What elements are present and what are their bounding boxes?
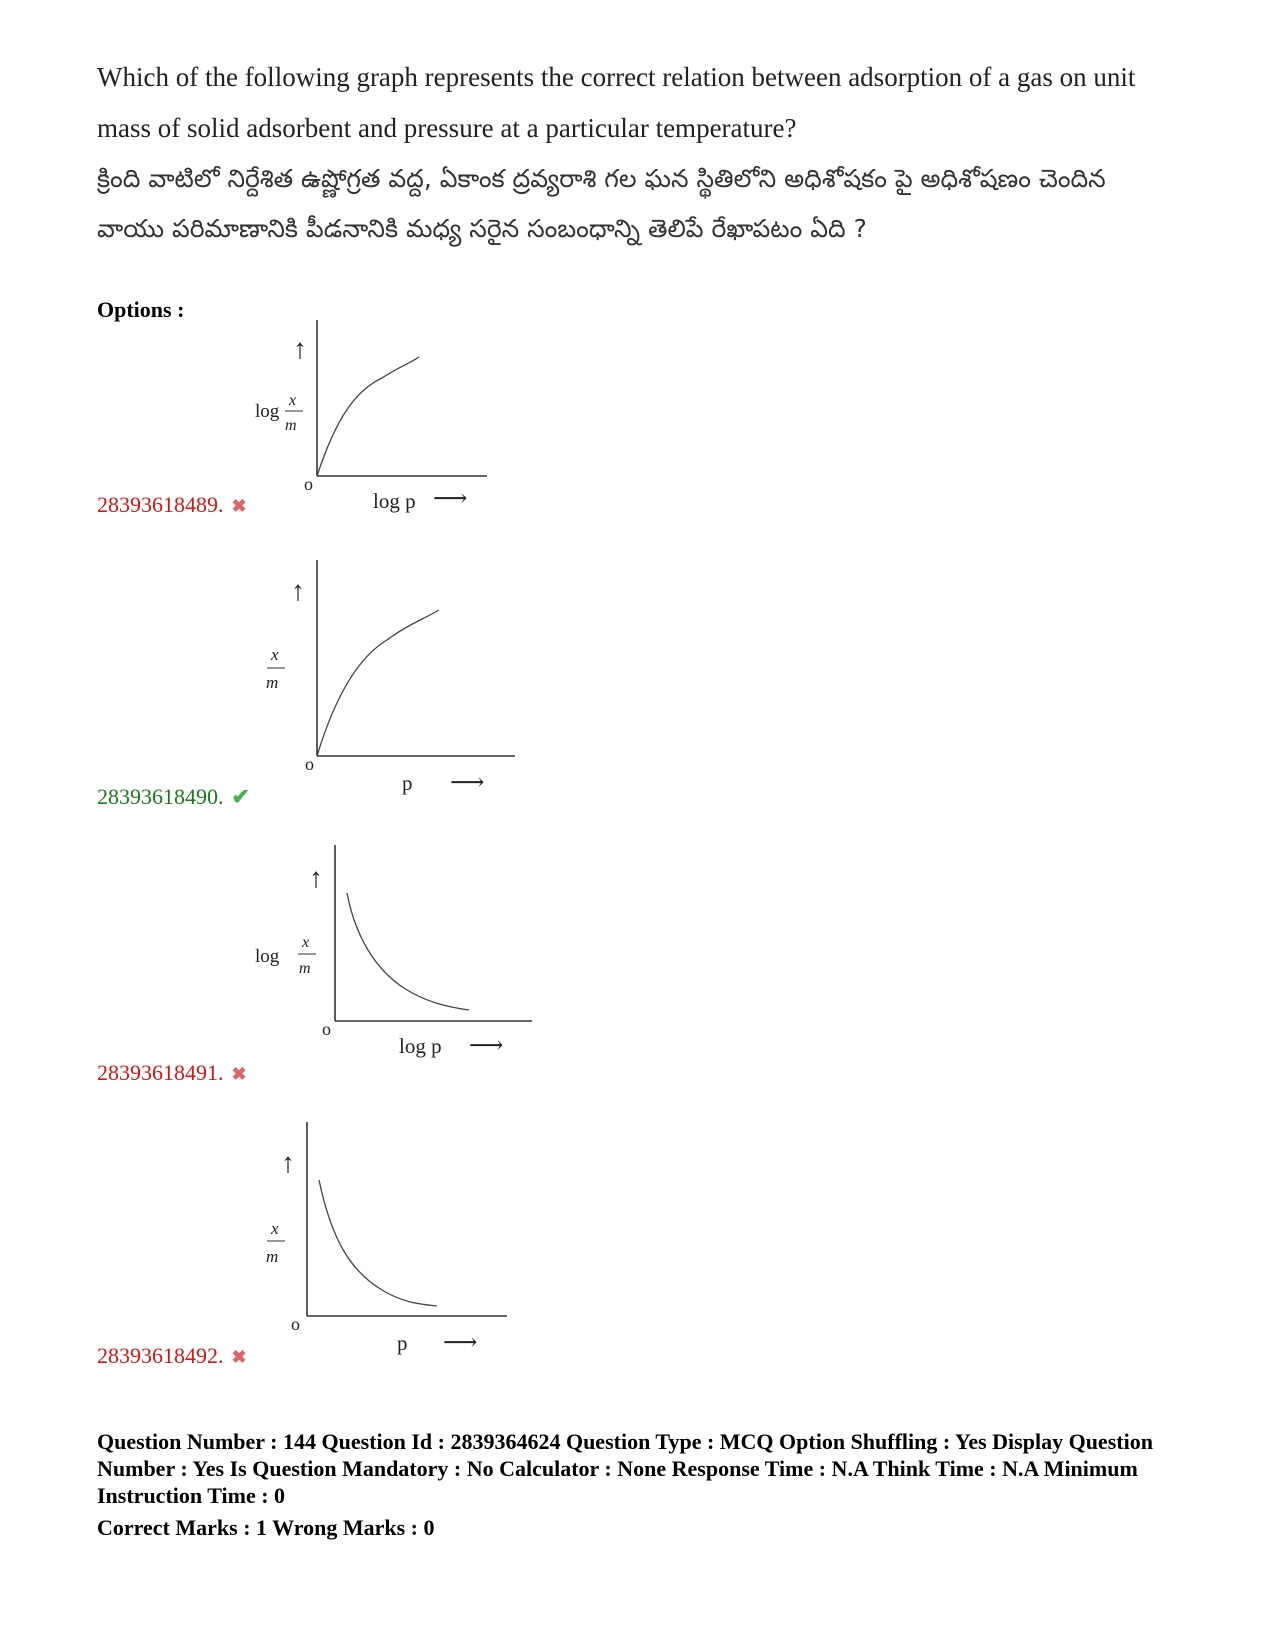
option-id-label: 28393618489. — [97, 492, 224, 517]
right-arrow: ⟶ — [433, 486, 468, 512]
origin-label: o — [304, 474, 313, 494]
wrong-icon: ✖ — [231, 1347, 247, 1367]
option-2-graph — [247, 560, 527, 796]
y-label-denominator: m — [266, 673, 279, 692]
x-label: log p — [399, 1034, 442, 1058]
question-english: Which of the following graph represents the correct relation between adsorption of a gas on unit mass of solid adsorbent and pressure at a particular temperature? — [97, 62, 1136, 143]
isotherm-curve — [317, 610, 439, 756]
x-label: log p — [373, 489, 416, 513]
option-3-graph — [247, 845, 547, 1059]
x-label: p — [402, 771, 413, 795]
x-label: p — [397, 1331, 408, 1355]
origin-label: o — [322, 1019, 331, 1039]
option-1-id — [97, 492, 247, 518]
check-icon: ✔ — [231, 784, 250, 809]
right-arrow: ⟶ — [450, 770, 485, 796]
question-telugu: క్రింది వాటిలో నిర్దేశిత ఉష్ణోగ్రత వద్ద, ఏకాంక ద్రవ్యరాశి గల ఘన స్థితిలోని అధిశోషకం పై అధిశోషణం చెందిన వాయు పరిమాణానికి పీడనానికి మధ్య సరైన సంబంధాన్ని తెలిపే రేఖాపటం ఏది ? — [97, 164, 1106, 243]
up-arrow: ↑ — [291, 576, 305, 607]
y-label-prefix: log — [255, 946, 280, 967]
up-arrow: ↑ — [281, 1148, 295, 1179]
option-2[interactable] — [97, 560, 617, 809]
isotherm-curve — [347, 893, 469, 1010]
y-label-numerator: x — [271, 645, 279, 664]
y-label-denominator: m — [285, 417, 297, 434]
marks-info: Correct Marks : 1 Wrong Marks : 0 — [97, 1515, 435, 1540]
isotherm-curve — [319, 1180, 437, 1306]
up-arrow: ↑ — [293, 334, 307, 365]
option-3[interactable] — [97, 845, 617, 1085]
question-metadata: Question Number : 144 Question Id : 2839364624 Question Type : MCQ Option Shuffling : Yes Display Question Number : Yes Is Question Mandatory : No Calculator : None Response Time : N.A Think Time : N.A Minimum Instruction Time : 0 — [97, 1429, 1153, 1508]
options-label: Options : — [97, 297, 185, 322]
option-id-label: 28393618491. — [97, 1060, 224, 1085]
wrong-icon: ✖ — [231, 496, 247, 516]
option-4-graph — [247, 1122, 527, 1356]
option-4[interactable] — [97, 1122, 617, 1368]
y-label-denominator: m — [299, 960, 311, 977]
option-1-graph — [247, 320, 507, 520]
option-id-label: 28393618490. — [97, 784, 224, 809]
option-id-label: 28393618492. — [97, 1343, 224, 1368]
right-arrow: ⟶ — [469, 1033, 504, 1059]
origin-label: o — [291, 1314, 300, 1334]
isotherm-curve — [317, 357, 419, 476]
option-4-id — [97, 1343, 247, 1369]
wrong-icon: ✖ — [231, 1064, 247, 1084]
y-label-denominator: m — [266, 1247, 279, 1266]
right-arrow: ⟶ — [443, 1330, 478, 1356]
origin-label: o — [305, 754, 314, 774]
y-label-numerator: x — [289, 392, 297, 409]
y-label-numerator: x — [271, 1219, 279, 1238]
option-1[interactable] — [97, 320, 617, 560]
y-label-numerator: x — [302, 934, 310, 951]
y-label-prefix: log — [255, 401, 280, 422]
question-text — [97, 52, 1157, 254]
option-3-id — [97, 1060, 247, 1086]
up-arrow: ↑ — [309, 863, 323, 894]
option-2-id — [97, 784, 250, 810]
